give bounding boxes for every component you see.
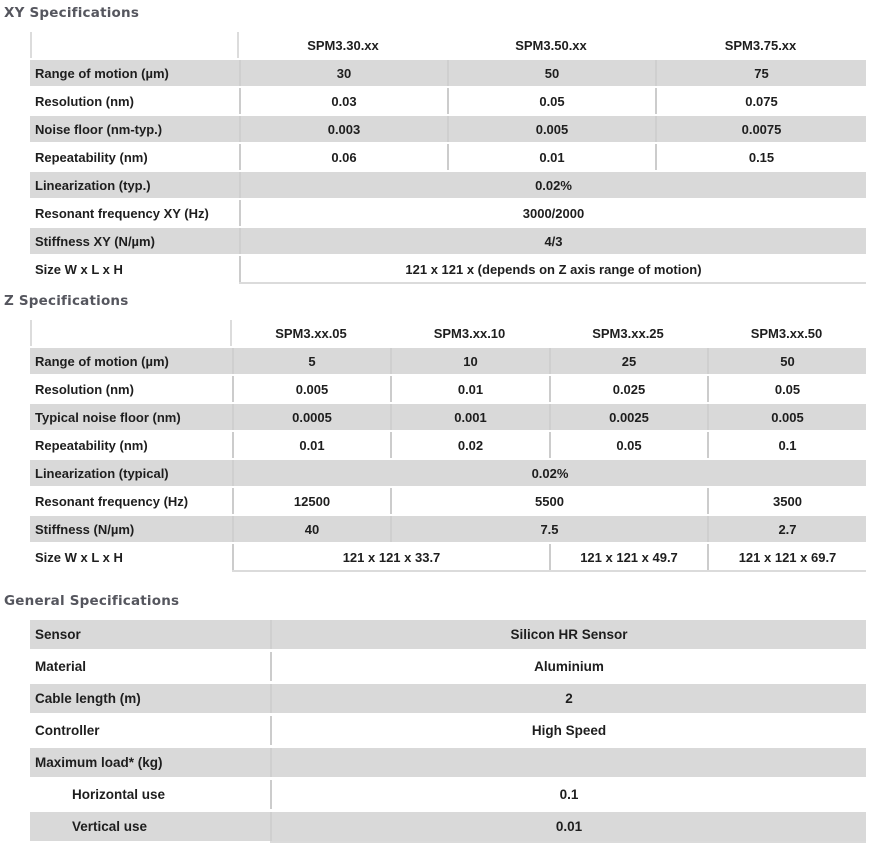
- spec-value: 50: [707, 348, 866, 374]
- column-header: SPM3.xx.10: [390, 320, 549, 346]
- section-title: General Specifications: [4, 593, 180, 609]
- table-row: [30, 780, 866, 809]
- table-header-row: [30, 32, 866, 58]
- table-row: [30, 88, 866, 114]
- table-row: [30, 460, 866, 486]
- column-header: SPM3.xx.50: [707, 320, 866, 346]
- spec-value: 0.005: [232, 376, 390, 402]
- row-label: Stiffness XY (N/µm): [30, 228, 239, 254]
- table-row: [30, 60, 866, 86]
- row-label: Maximum load* (kg): [30, 748, 270, 777]
- spec-value: 0.003: [239, 116, 447, 142]
- table-row: [30, 488, 866, 514]
- table-row: [30, 812, 866, 841]
- column-header: SPM3.50.xx: [447, 32, 655, 58]
- section-z-specifications: [4, 294, 872, 570]
- table-row: [30, 652, 866, 681]
- spec-value: 0.1: [707, 432, 866, 458]
- spec-value: 12500: [232, 488, 390, 514]
- spec-value: 3000/2000: [239, 200, 866, 226]
- row-label: Resonant frequency (Hz): [35, 493, 189, 509]
- row-label: Controller: [35, 723, 100, 738]
- row-label: Cable length (m): [30, 684, 270, 713]
- spec-value: 121 x 121 x 69.7: [707, 544, 866, 570]
- spec-value: 25: [549, 348, 707, 374]
- spec-value: 0.01: [447, 144, 655, 170]
- spec-value: 30: [239, 60, 447, 86]
- spec-value: 0.05: [549, 432, 707, 458]
- spec-value: [270, 748, 866, 777]
- row-label: Sensor: [30, 620, 270, 649]
- spec-value: 2: [270, 684, 866, 713]
- row-label: Repeatability (nm): [35, 437, 148, 453]
- row-label: Resonant frequency XY (Hz): [35, 205, 209, 221]
- general-specifications-table: [30, 620, 866, 841]
- spec-value: 2.7: [707, 516, 866, 542]
- xy-specifications-table: [30, 32, 866, 282]
- spec-value: 0.005: [707, 404, 866, 430]
- table-row: [30, 348, 866, 374]
- table-row: [30, 116, 866, 142]
- section-title: XY Specifications: [4, 5, 140, 21]
- z-specifications-table: [30, 320, 866, 570]
- section-general-specifications: [4, 594, 872, 841]
- spec-value: 40: [232, 516, 390, 542]
- spec-value: Silicon HR Sensor: [270, 620, 866, 649]
- column-header: SPM3.xx.05: [232, 320, 390, 346]
- spec-value: 10: [390, 348, 549, 374]
- spec-value: 0.03: [239, 88, 447, 114]
- spec-value: 0.06: [239, 144, 447, 170]
- spec-value: 0.0075: [655, 116, 866, 142]
- header-empty-cell: [30, 32, 239, 58]
- row-label: Typical noise floor (nm): [30, 404, 232, 430]
- spec-value: 121 x 121 x 49.7: [549, 544, 707, 570]
- row-label: Size W x L x H: [35, 261, 123, 277]
- row-label: Vertical use: [30, 812, 270, 841]
- table-row: [30, 516, 866, 542]
- column-header: SPM3.xx.25: [549, 320, 707, 346]
- spec-value: 0.1: [270, 780, 866, 809]
- table-row: [30, 256, 866, 282]
- row-label: Resolution (nm): [35, 93, 134, 109]
- spec-value: 0.001: [390, 404, 549, 430]
- row-label: Material: [35, 659, 87, 674]
- row-label: Repeatability (nm): [35, 149, 148, 165]
- spec-value: High Speed: [270, 716, 866, 745]
- row-label: Horizontal use: [72, 787, 166, 802]
- column-header: SPM3.30.xx: [239, 32, 447, 58]
- row-label: Size W x L x H: [35, 549, 123, 565]
- table-row: [30, 144, 866, 170]
- column-header: SPM3.75.xx: [655, 32, 866, 58]
- spec-value: 121 x 121 x 33.7: [232, 544, 549, 570]
- spec-value: 5: [232, 348, 390, 374]
- row-label: Linearization (typ.): [30, 172, 239, 198]
- table-row: [30, 716, 866, 745]
- spec-value: 0.02: [390, 432, 549, 458]
- spec-value: 0.02%: [232, 460, 866, 486]
- spec-value: 75: [655, 60, 866, 86]
- row-label: Stiffness (N/µm): [30, 516, 232, 542]
- row-label: Range of motion (µm): [30, 348, 232, 374]
- spec-value: 0.05: [707, 376, 866, 402]
- spec-value: 0.025: [549, 376, 707, 402]
- spec-value: 5500: [390, 488, 707, 514]
- spec-value: Aluminium: [270, 652, 866, 681]
- spec-value: 0.075: [655, 88, 866, 114]
- spec-value: 7.5: [390, 516, 707, 542]
- spec-value: 121 x 121 x (depends on Z axis range of motion): [239, 256, 866, 282]
- spec-value: 0.01: [270, 812, 866, 841]
- table-row: [30, 200, 866, 226]
- spec-value: 4/3: [239, 228, 866, 254]
- section-title: Z Specifications: [4, 293, 129, 309]
- table-row: [30, 228, 866, 254]
- table-row: [30, 172, 866, 198]
- spec-value: 0.005: [447, 116, 655, 142]
- table-row: [30, 748, 866, 777]
- row-label: Linearization (typical): [30, 460, 232, 486]
- spec-value: 0.05: [447, 88, 655, 114]
- spec-value: 50: [447, 60, 655, 86]
- row-label: Noise floor (nm-typ.): [30, 116, 239, 142]
- spec-value: 0.01: [390, 376, 549, 402]
- table-row: [30, 376, 866, 402]
- spec-value: 0.0025: [549, 404, 707, 430]
- row-label: Range of motion (µm): [30, 60, 239, 86]
- row-label: Resolution (nm): [35, 381, 134, 397]
- table-header-row: [30, 320, 866, 346]
- spec-value: 0.02%: [239, 172, 866, 198]
- table-row: [30, 620, 866, 649]
- spec-value: 0.0005: [232, 404, 390, 430]
- spec-value: 0.01: [232, 432, 390, 458]
- header-empty-cell: [30, 320, 232, 346]
- section-xy-specifications: [4, 6, 872, 282]
- table-row: [30, 404, 866, 430]
- table-row: [30, 544, 866, 570]
- spec-value: 0.15: [655, 144, 866, 170]
- spec-value: 3500: [707, 488, 866, 514]
- table-row: [30, 684, 866, 713]
- table-row: [30, 432, 866, 458]
